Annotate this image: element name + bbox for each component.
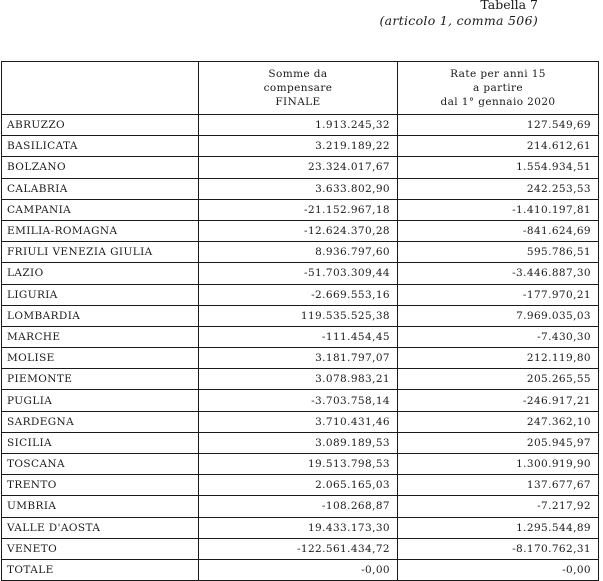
table-row xyxy=(2,199,599,220)
somme-cell: -2.669.553,16 xyxy=(199,284,398,305)
rate-cell: 127.549,69 xyxy=(398,115,599,136)
header-somme xyxy=(199,62,398,115)
somme-cell: -3.703.758,14 xyxy=(199,390,398,411)
header-somme-line: FINALE xyxy=(275,96,321,108)
somme-cell: -51.703.309,44 xyxy=(199,263,398,284)
table-row xyxy=(2,326,599,347)
table-row xyxy=(2,454,599,475)
region-cell: PIEMONTE xyxy=(2,369,199,390)
header-somme-line: Somme da xyxy=(268,68,328,80)
somme-cell: 2.065.165,03 xyxy=(199,475,398,496)
rate-cell: 242.253,53 xyxy=(398,178,599,199)
header-rate xyxy=(398,62,599,115)
table-row xyxy=(2,496,599,517)
region-cell: VENETO xyxy=(2,538,199,559)
somme-cell: 3.219.189,22 xyxy=(199,136,398,157)
article-reference: (articolo 1, comma 506) xyxy=(379,13,538,28)
table-row xyxy=(2,538,599,559)
rate-cell: -8.170.762,31 xyxy=(398,538,599,559)
table-row xyxy=(2,475,599,496)
table-row xyxy=(2,517,599,538)
header-region xyxy=(2,62,199,115)
table-row xyxy=(2,157,599,178)
region-cell: PUGLIA xyxy=(2,390,199,411)
table-row xyxy=(2,348,599,369)
somme-cell: -21.152.967,18 xyxy=(199,199,398,220)
somme-cell: -108.268,87 xyxy=(199,496,398,517)
somme-cell: 23.324.017,67 xyxy=(199,157,398,178)
rate-cell: 595.786,51 xyxy=(398,242,599,263)
region-cell: FRIULI VENEZIA GIULIA xyxy=(2,242,199,263)
region-cell: EMILIA-ROMAGNA xyxy=(2,220,199,241)
region-cell: MOLISE xyxy=(2,348,199,369)
rate-cell: 212.119,80 xyxy=(398,348,599,369)
header-rate-line: dal 1° gennaio 2020 xyxy=(440,96,556,108)
rate-cell: 205.945,97 xyxy=(398,432,599,453)
region-cell: CALABRIA xyxy=(2,178,199,199)
somme-cell: 3.710.431,46 xyxy=(199,411,398,432)
region-cell: BASILICATA xyxy=(2,136,199,157)
somme-cell: 3.633.802,90 xyxy=(199,178,398,199)
rate-cell: 7.969.035,03 xyxy=(398,305,599,326)
header-rate-line: a partire xyxy=(472,82,523,94)
header-rate-line: Rate per anni 15 xyxy=(450,68,546,80)
table-row xyxy=(2,284,599,305)
region-cell: MARCHE xyxy=(2,326,199,347)
table-body xyxy=(2,115,599,560)
table-row xyxy=(2,305,599,326)
rate-cell: -7.217,92 xyxy=(398,496,599,517)
somme-cell: 119.535.525,38 xyxy=(199,305,398,326)
table-row xyxy=(2,411,599,432)
somme-cell: -111.454,45 xyxy=(199,326,398,347)
table-label: Tabella 7 xyxy=(480,0,538,12)
somme-cell: 1.913.245,32 xyxy=(199,115,398,136)
somme-cell: 3.078.983,21 xyxy=(199,369,398,390)
region-cell: VALLE D'AOSTA xyxy=(2,517,199,538)
total-somme: -0,00 xyxy=(199,559,398,580)
somme-cell: 19.513.798,53 xyxy=(199,454,398,475)
region-cell: CAMPANIA xyxy=(2,199,199,220)
region-cell: ABRUZZO xyxy=(2,115,199,136)
header-somme-line: compensare xyxy=(263,82,333,94)
rate-cell: -7.430,30 xyxy=(398,326,599,347)
somme-cell: 3.181.797,07 xyxy=(199,348,398,369)
rate-cell: 137.677,67 xyxy=(398,475,599,496)
rate-cell: -246.917,21 xyxy=(398,390,599,411)
rate-cell: 1.554.934,51 xyxy=(398,157,599,178)
somme-cell: 8.936.797,60 xyxy=(199,242,398,263)
total-label: TOTALE xyxy=(2,559,199,580)
total-row xyxy=(2,559,599,580)
table-row xyxy=(2,242,599,263)
table-row xyxy=(2,115,599,136)
somme-cell: 19.433.173,30 xyxy=(199,517,398,538)
rate-cell: 247.362,10 xyxy=(398,411,599,432)
somme-cell: 3.089.189,53 xyxy=(199,432,398,453)
table-row xyxy=(2,136,599,157)
region-cell: LIGURIA xyxy=(2,284,199,305)
table-row xyxy=(2,263,599,284)
region-cell: SICILIA xyxy=(2,432,199,453)
rate-cell: -1.410.197,81 xyxy=(398,199,599,220)
table-row xyxy=(2,390,599,411)
rate-cell: 1.300.919,90 xyxy=(398,454,599,475)
header-row xyxy=(2,62,599,115)
rate-cell: 1.295.544,89 xyxy=(398,517,599,538)
region-cell: BOLZANO xyxy=(2,157,199,178)
rate-cell: -3.446.887,30 xyxy=(398,263,599,284)
table-row xyxy=(2,369,599,390)
total-rate: -0,00 xyxy=(398,559,599,580)
region-cell: LAZIO xyxy=(2,263,199,284)
rate-cell: 205.265,55 xyxy=(398,369,599,390)
rate-cell: -177.970,21 xyxy=(398,284,599,305)
rate-cell: -841.624,69 xyxy=(398,220,599,241)
compensation-table xyxy=(1,61,599,581)
region-cell: TRENTO xyxy=(2,475,199,496)
region-cell: SARDEGNA xyxy=(2,411,199,432)
rate-cell: 214.612,61 xyxy=(398,136,599,157)
table-row xyxy=(2,220,599,241)
region-cell: UMBRIA xyxy=(2,496,199,517)
table-row xyxy=(2,432,599,453)
somme-cell: -12.624.370,28 xyxy=(199,220,398,241)
region-cell: TOSCANA xyxy=(2,454,199,475)
table-row xyxy=(2,178,599,199)
somme-cell: -122.561.434,72 xyxy=(199,538,398,559)
region-cell: LOMBARDIA xyxy=(2,305,199,326)
